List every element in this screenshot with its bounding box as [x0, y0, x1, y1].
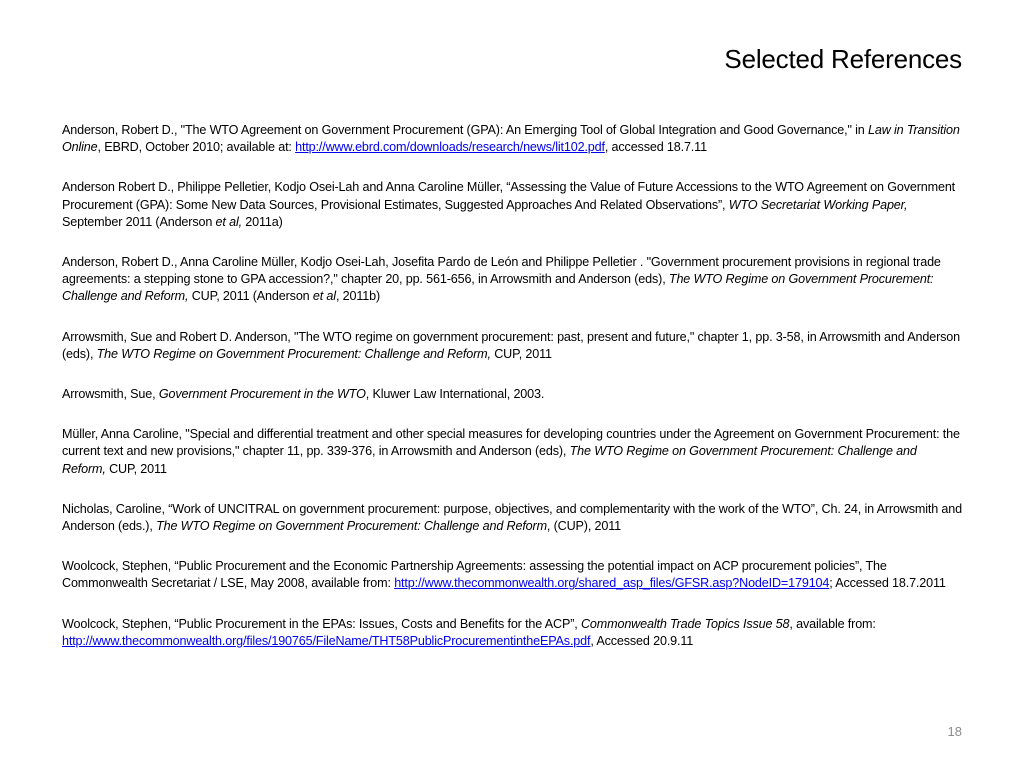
page-number: 18: [947, 724, 962, 739]
reference-text: , available from:: [789, 616, 876, 631]
reference-title-italic: et al,: [215, 214, 242, 229]
reference-title-italic: The WTO Regime on Government Procurement: Challenge and Reform,: [62, 272, 934, 304]
reference-title-italic: The WTO Regime on Government Procurement: Challenge and Reform: [156, 519, 547, 534]
reference-text: , accessed 18.7.11: [604, 140, 707, 155]
reference-text: Arrowsmith, Sue,: [62, 387, 159, 402]
reference-text: , (CUP), 2011: [546, 519, 622, 534]
reference-text: Anderson, Robert D., Anna Caroline Müller, Kodjo Osei-Lah, Josefita Pardo de León and Philippe Pelletier . "Government procurement provisions in regional trade agreements: a stepping stone to GPA accession?," chapter 20, pp. 561-656, in Arrowsmith and Anderson (eds),: [62, 255, 941, 287]
reference-item: [62, 254, 962, 306]
reference-text: CUP, 2011: [105, 461, 167, 476]
reference-link[interactable]: http://www.thecommonwealth.org/shared_asp_files/GFSR.asp?NodeID=179104: [394, 576, 830, 591]
reference-text: , EBRD, October 2010; available at:: [97, 140, 296, 155]
reference-item: [62, 616, 962, 650]
reference-text: ; Accessed 18.7.2011: [829, 576, 946, 591]
reference-text: Nicholas, Caroline, “Work of UNCITRAL on government procurement: purpose, objectives, and complementarity with the work of the WTO”, Ch. 24, in Arrowsmith and Anderson (eds.),: [62, 501, 962, 534]
reference-text: CUP, 2011: [490, 346, 552, 361]
reference-item: [62, 501, 962, 535]
reference-text: Woolcock, Stephen, “Public Procurement and the Economic Partnership Agreements: assessing the potential impact on ACP procurement policies”, The Commonwealth Secretariat / LSE, May 2008, available from:: [62, 559, 887, 591]
reference-item: [62, 122, 962, 156]
reference-text: September 2011 (Anderson: [62, 214, 216, 229]
reference-text: Müller, Anna Caroline, "Special and differential treatment and other special measures for developing countries under the Agreement on Government Procurement: the current text and new provisions," chapter 11, pp. 339-376, in Arrowsmith and Anderson (eds),: [62, 427, 960, 459]
reference-text: , Kluwer Law International, 2003.: [365, 387, 545, 402]
reference-link[interactable]: http://www.ebrd.com/downloads/research/news/lit102.pdf: [295, 140, 605, 155]
reference-text: Woolcock, Stephen, “Public Procurement in the EPAs: Issues, Costs and Benefits for the ACP”,: [62, 616, 581, 631]
reference-text: CUP, 2011 (Anderson: [188, 289, 313, 304]
reference-text: , 2011b): [335, 289, 381, 304]
reference-item: [62, 179, 962, 231]
reference-item: [62, 329, 962, 363]
reference-link[interactable]: http://www.thecommonwealth.org/files/190765/FileName/THT58PublicProcurementintheEPAs.pdf: [62, 633, 591, 648]
reference-item: [62, 426, 962, 478]
reference-text: 2011a): [241, 214, 283, 229]
page-title: Selected References: [724, 44, 962, 74]
reference-list: [62, 122, 962, 673]
reference-text: Anderson Robert D., Philippe Pelletier, Kodjo Osei-Lah and Anna Caroline Müller, “Assessing the Value of Future Accessions to the WTO Agreement on Government Procurement (GPA): Some New Data Sources, Provisional Estimates, Suggested Approaches And Related Observations”,: [62, 180, 956, 212]
reference-item: [62, 558, 962, 592]
reference-text: Arrowsmith, Sue and Robert D. Anderson, "The WTO regime on government procurement: past, present and future," chapter 1, pp. 3-58, in Arrowsmith and Anderson (eds),: [62, 329, 960, 361]
reference-title-italic: Commonwealth Trade Topics Issue 58: [580, 616, 790, 631]
reference-text: Anderson, Robert D., "The WTO Agreement on Government Procurement (GPA): An Emerging Tool of Global Integration and Good Governance," in: [62, 123, 869, 137]
reference-title-italic: WTO Secretariat Working Paper,: [728, 197, 908, 212]
reference-title-italic: The WTO Regime on Government Procurement: Challenge and Reform,: [96, 346, 491, 361]
reference-title-italic: Law in Transition Online: [62, 123, 960, 155]
reference-item: [62, 386, 962, 403]
reference-text: , Accessed 20.9.11: [590, 633, 694, 648]
reference-title-italic: et al: [312, 289, 336, 304]
reference-title-italic: Government Procurement in the WTO: [158, 387, 366, 402]
reference-title-italic: The WTO Regime on Government Procurement: Challenge and Reform,: [62, 444, 917, 476]
